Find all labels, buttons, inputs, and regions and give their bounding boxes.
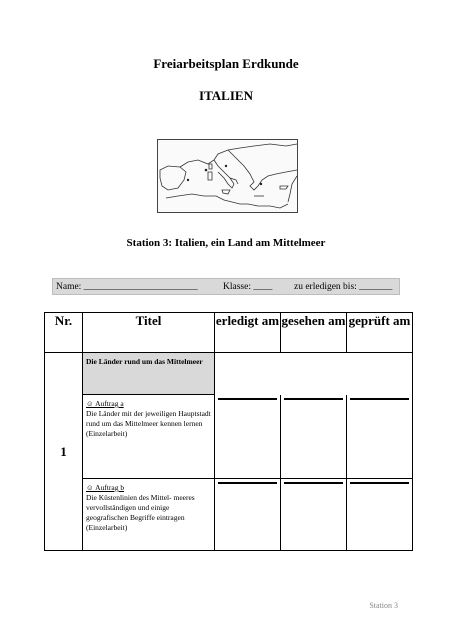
due-date-label: zu erledigen bis: _______ [294,282,393,292]
task-a [83,395,215,479]
table-row [45,395,413,479]
task-b-geprueft-cell[interactable] [347,479,413,551]
task-b-text: Die Küstenlinien des Mittel- meeres vervollständigen und einige geografischen Begriffe eintragen (Einzelarbeit) [86,493,195,532]
class-field-label: Klasse: ____ [223,282,273,292]
task-a-geprueft-box[interactable] [350,398,409,400]
name-field-label: Name: ________________________ [56,282,198,292]
topic-status-blank [215,353,413,395]
task-a-geprueft-cell[interactable] [347,395,413,479]
table-row [45,353,413,395]
task-a-text: Die Länder mit der jeweiligen Hauptstadt rund um das Mittelmeer kennen lernen (Einzelarbeit) [86,409,211,438]
page-footer: Station 3 [369,601,398,610]
header-titel: Titel [83,313,215,353]
page-subtitle: ITALIEN [199,88,253,103]
topic-title: Die Länder rund um das Mittelmeer [83,353,215,395]
mediterranean-map [157,139,298,213]
task-b-label: ☺ Auftrag b [86,483,125,492]
task-b-gesehen-cell[interactable] [281,479,347,551]
page-title: Freiarbeitsplan Erdkunde [153,56,299,71]
task-a-gesehen-cell[interactable] [281,395,347,479]
table-header-row [45,313,413,353]
task-a-erledigt-cell[interactable] [215,395,281,479]
task-a-label: ☺ Auftrag a [86,399,124,408]
header-geprueft: geprüft am [347,313,413,353]
row-number: 1 [45,353,83,551]
task-b-gesehen-box[interactable] [284,482,343,484]
map-outline [158,140,297,212]
task-b-erledigt-box[interactable] [218,482,277,484]
student-info-bar [52,278,400,295]
task-b-geprueft-box[interactable] [350,482,409,484]
header-nr: Nr. [45,313,83,353]
task-a-gesehen-box[interactable] [284,398,343,400]
task-a-erledigt-box[interactable] [218,398,277,400]
task-b-erledigt-cell[interactable] [215,479,281,551]
header-gesehen: gesehen am [281,313,347,353]
table-row [45,479,413,551]
work-plan-table [44,312,413,551]
task-b [83,479,215,551]
station-heading: Station 3: Italien, ein Land am Mittelmeer [126,237,326,249]
header-erledigt: erledigt am [215,313,281,353]
